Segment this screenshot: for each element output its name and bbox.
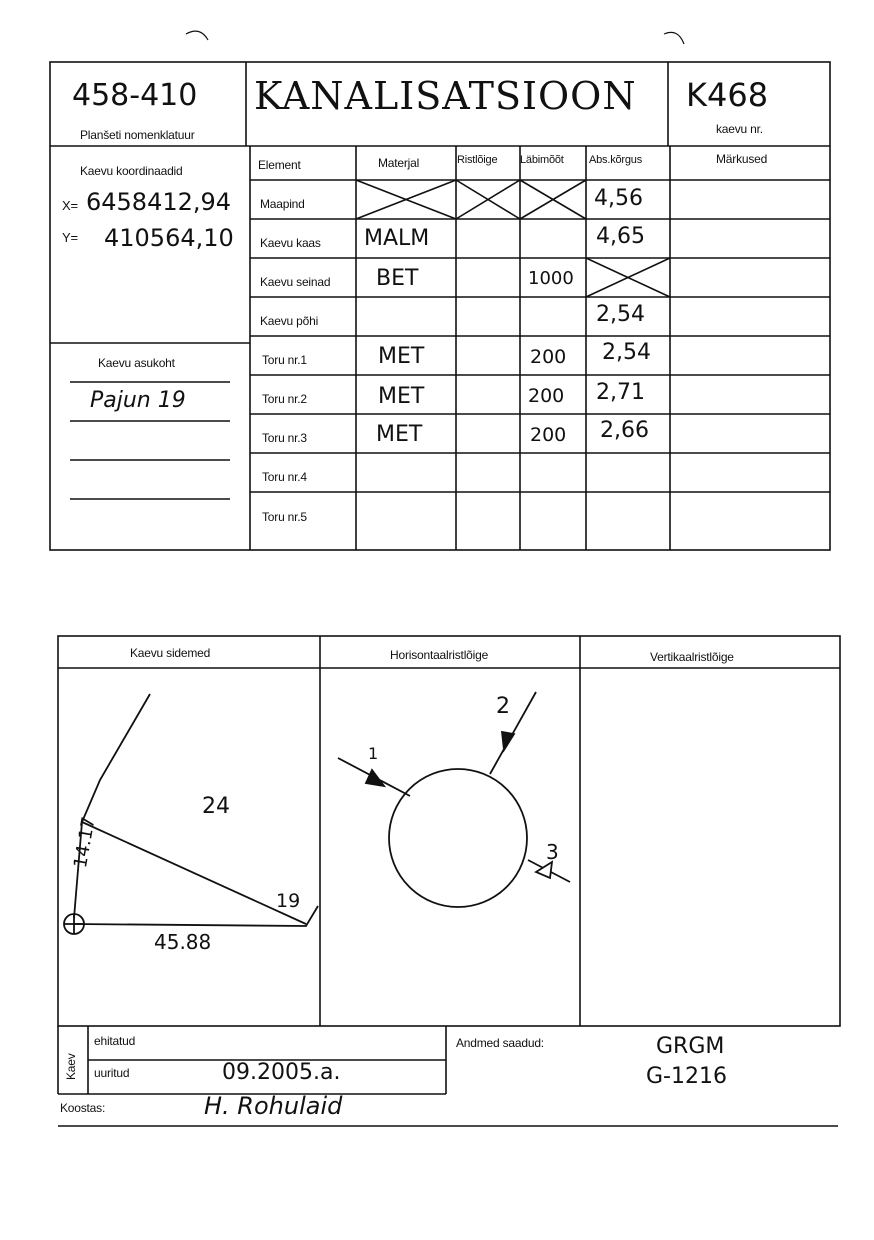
compiled-value: H. Rohulaid bbox=[204, 1092, 343, 1120]
well-number: K468 bbox=[686, 76, 769, 114]
col-header-abs-height: Abs.kõrgus bbox=[589, 154, 643, 166]
sheet-number-label: Planšeti nomenklatuur bbox=[80, 128, 195, 142]
col-header-material: Materjal bbox=[378, 156, 420, 170]
col-header-diameter: Läbimõõt bbox=[520, 154, 564, 166]
table-row-abs: 2,54 bbox=[596, 302, 645, 327]
coordinates-label: Kaevu koordinaadid bbox=[80, 164, 183, 178]
form-title: KANALISATSIOON bbox=[254, 74, 637, 118]
table-row-diameter: 200 bbox=[530, 346, 567, 368]
pipe-label-2: 2 bbox=[496, 694, 510, 719]
col-header-section: Ristlõige bbox=[457, 154, 498, 166]
col-header-notes: Märkused bbox=[716, 152, 768, 166]
data-from-label: Andmed saadud: bbox=[456, 1036, 544, 1050]
building-number: 24 bbox=[202, 794, 230, 819]
table-row-abs: 2,54 bbox=[602, 340, 651, 365]
table-row-element: Kaevu seinad bbox=[260, 275, 331, 289]
built-label: ehitatud bbox=[94, 1034, 136, 1048]
surveyed-value: 09.2005.a. bbox=[222, 1060, 341, 1085]
pipe-label-1: 1 bbox=[368, 744, 379, 763]
data-from-value-2: G-1216 bbox=[646, 1064, 727, 1089]
table-row-element: Toru nr.1 bbox=[262, 353, 307, 367]
table-row-element: Kaevu põhi bbox=[260, 314, 319, 328]
table-row-material: BET bbox=[376, 266, 419, 291]
table-row-abs: 4,65 bbox=[596, 224, 645, 249]
well-label-vertical: Kaev bbox=[64, 1053, 78, 1080]
table-row-element: Toru nr.4 bbox=[262, 470, 307, 484]
table-row-material: MET bbox=[378, 344, 425, 369]
sketch-horizontal-section bbox=[338, 692, 570, 907]
punch-marks bbox=[186, 31, 684, 44]
table-row-diameter: 1000 bbox=[528, 268, 574, 289]
x-prefix: X= bbox=[62, 198, 78, 213]
table-row-material: MALM bbox=[364, 226, 430, 251]
col-header-element: Element bbox=[258, 158, 301, 172]
y-prefix: Y= bbox=[62, 230, 78, 245]
distance-horizontal: 45.88 bbox=[154, 930, 212, 954]
x-coordinate: 6458412,94 bbox=[86, 188, 232, 216]
panel-label-connections: Kaevu sidemed bbox=[130, 646, 211, 660]
table-row-diameter: 200 bbox=[528, 385, 565, 407]
table-row-element: Kaevu kaas bbox=[260, 236, 321, 250]
table-row-abs: 2,66 bbox=[600, 418, 649, 443]
y-coordinate: 410564,10 bbox=[104, 224, 234, 252]
table-row-element: Toru nr.3 bbox=[262, 431, 307, 445]
panel-label-horizontal-section: Horisontaalristlõige bbox=[390, 648, 489, 662]
corner-number: 19 bbox=[276, 890, 301, 912]
table-row-material: MET bbox=[378, 384, 425, 409]
well-number-label: kaevu nr. bbox=[716, 122, 763, 136]
panel-label-vertical-section: Vertikaalristlõige bbox=[650, 650, 734, 664]
table-row-diameter: 200 bbox=[530, 424, 567, 446]
pipe-label-3: 3 bbox=[546, 840, 559, 864]
table-row-element: Toru nr.5 bbox=[262, 510, 307, 524]
sheet-number: 458-410 bbox=[72, 78, 198, 113]
compiled-label: Koostas: bbox=[60, 1101, 106, 1115]
surveyed-label: uuritud bbox=[94, 1066, 130, 1080]
table-row-element: Maapind bbox=[260, 197, 305, 211]
distance-vertical: 14.17 bbox=[70, 815, 100, 870]
table-row-abs: 4,56 bbox=[594, 186, 643, 211]
data-from-value-1: GRGM bbox=[656, 1034, 725, 1059]
table-row-abs: 2,71 bbox=[596, 380, 645, 405]
table-row-element: Toru nr.2 bbox=[262, 392, 307, 406]
table-row-material: MET bbox=[376, 422, 423, 447]
location-label: Kaevu asukoht bbox=[98, 356, 175, 370]
location-value: Pajun 19 bbox=[90, 388, 186, 413]
